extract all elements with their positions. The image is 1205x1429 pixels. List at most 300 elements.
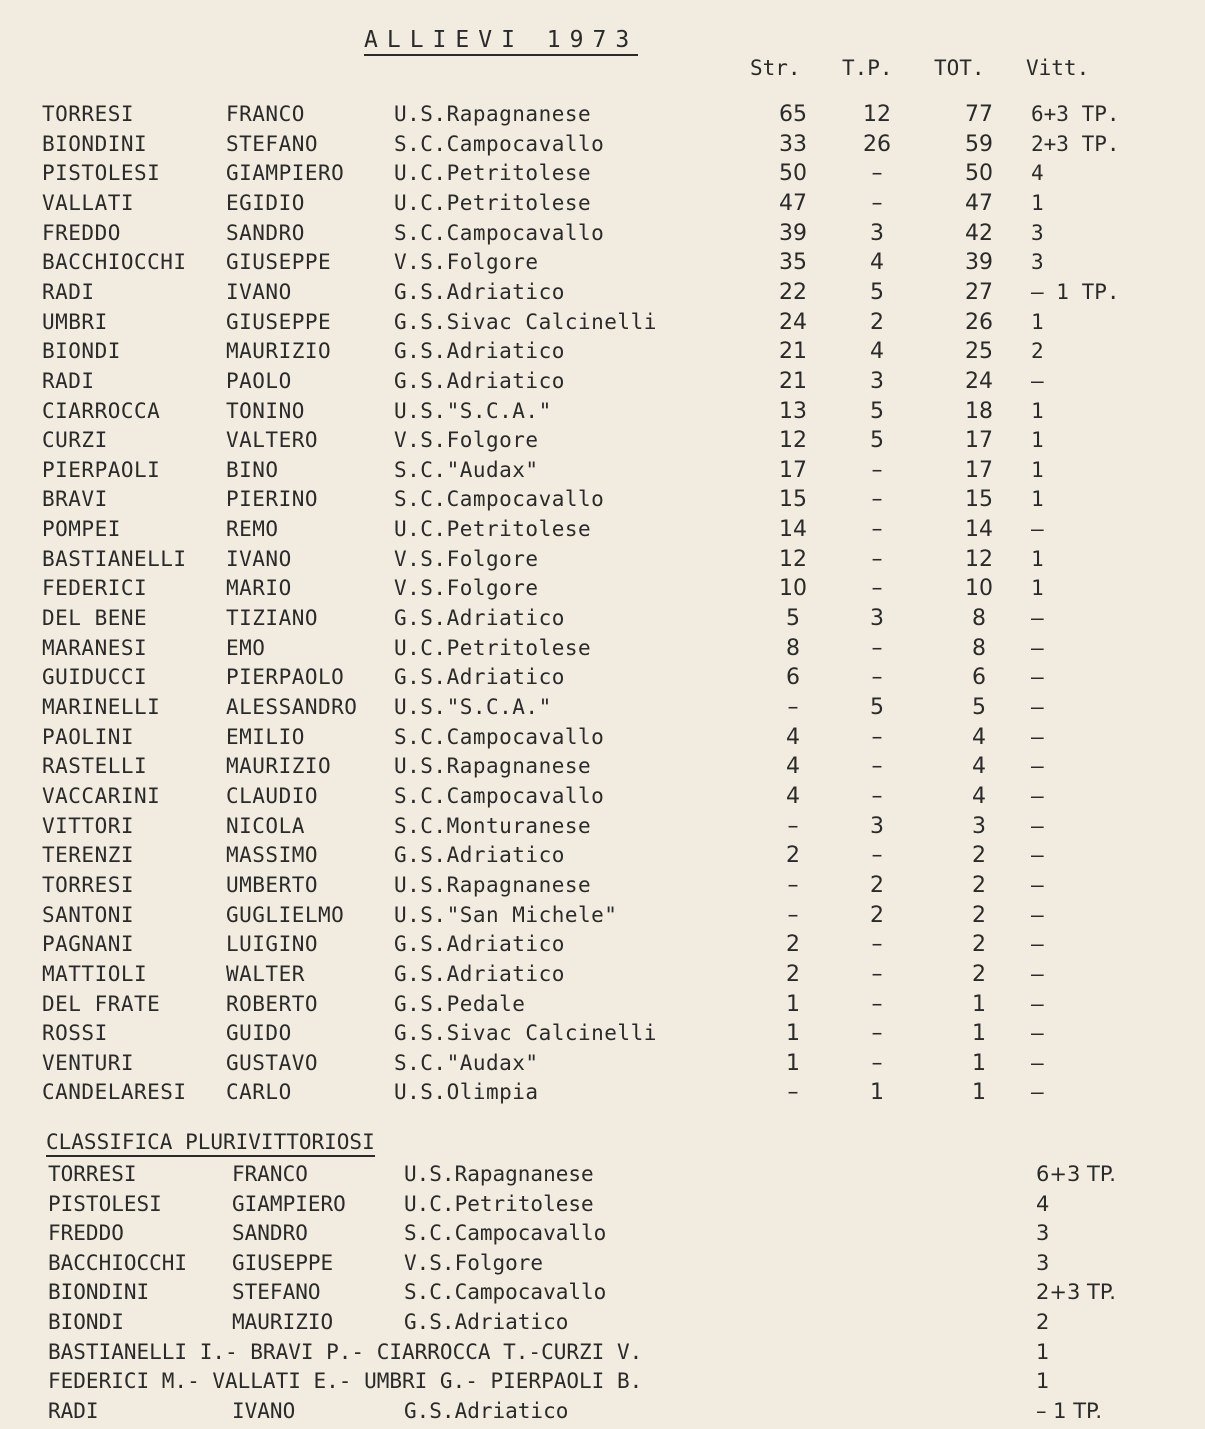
total-points: 47 (965, 191, 993, 216)
rider-surname: PIERPAOLI (42, 458, 161, 482)
total-points: 1 (972, 1051, 986, 1076)
club-name: G.S.Adriatico (394, 665, 565, 689)
table-row (0, 280, 1205, 310)
rider-group: FEDERICI M.- VALLATI E.- UMBRI G.- PIERPAOLI B. (48, 1369, 643, 1393)
rider-surname: MARANESI (42, 636, 148, 660)
rider-name: GIUSEPPE (226, 250, 332, 274)
rider-surname: UMBRI (42, 310, 108, 334)
table-row (0, 873, 1205, 903)
total-points: 2 (972, 843, 986, 868)
table-row (0, 576, 1205, 606)
rider-surname: RADI (48, 1399, 99, 1423)
victories: 1 (1031, 458, 1044, 482)
total-points: 6 (972, 665, 986, 690)
total-points: 2 (972, 932, 986, 957)
str-points: 1 (786, 1021, 800, 1046)
str-points: 4 (786, 784, 800, 809)
rider-name: PIERINO (226, 487, 319, 511)
table-row (0, 547, 1205, 577)
victories: – (1031, 665, 1044, 689)
rider-name: STEFANO (232, 1280, 321, 1304)
rider-name: IVANO (232, 1399, 296, 1423)
table-row (0, 695, 1205, 725)
victories: – (1031, 932, 1044, 956)
tp-points: – (871, 932, 883, 957)
total-points: 8 (972, 636, 986, 661)
list-item (0, 1369, 1205, 1399)
str-points: 12 (779, 428, 807, 453)
tp-points: 4 (870, 250, 884, 275)
rider-surname: DEL FRATE (42, 992, 161, 1016)
rider-name: BINO (226, 458, 279, 482)
club-name: U.C.Petritolese (404, 1192, 594, 1216)
str-points: – (787, 903, 799, 928)
total-points: 39 (965, 250, 993, 275)
rider-surname: BACCHIOCCHI (48, 1251, 188, 1275)
total-points: 50 (965, 161, 993, 186)
table-row (0, 161, 1205, 191)
club-name: V.S.Folgore (394, 428, 539, 452)
rider-surname: VITTORI (42, 814, 135, 838)
table-row (0, 725, 1205, 755)
table-row (0, 962, 1205, 992)
tp-points: – (871, 1021, 883, 1046)
total-points: 5 (972, 695, 986, 720)
club-name: U.C.Petritolese (394, 191, 592, 215)
tp-points: 4 (870, 339, 884, 364)
rider-surname: DEL BENE (42, 606, 148, 630)
str-points: – (787, 695, 799, 720)
rider-name: GIUSEPPE (232, 1251, 334, 1275)
victories: 1 (1031, 399, 1044, 423)
tp-points: – (871, 992, 883, 1017)
club-name: G.S.Adriatico (394, 932, 565, 956)
rider-surname: FREDDO (48, 1221, 124, 1245)
victories: – (1031, 606, 1044, 630)
str-points: – (787, 873, 799, 898)
str-points: – (787, 814, 799, 839)
victories: 4 (1036, 1192, 1050, 1216)
rider-name: REMO (226, 517, 279, 541)
victories: – (1031, 903, 1044, 927)
club-name: G.S.Pedale (394, 992, 526, 1016)
total-points: 18 (965, 399, 993, 424)
total-points: 2 (972, 962, 986, 987)
table-row (0, 903, 1205, 933)
list-item (0, 1251, 1205, 1281)
total-points: 4 (972, 725, 986, 750)
table-row (0, 428, 1205, 458)
rider-name: WALTER (226, 962, 305, 986)
str-points: 14 (779, 517, 807, 542)
tp-points: – (871, 843, 883, 868)
club-name: V.S.Folgore (404, 1251, 544, 1275)
victories: – (1031, 725, 1044, 749)
club-name: V.S.Folgore (394, 576, 539, 600)
table-row (0, 250, 1205, 280)
rider-surname: GUIDUCCI (42, 665, 148, 689)
rider-name: LUIGINO (226, 932, 319, 956)
rider-name: EMO (226, 636, 266, 660)
victories: 3 (1031, 250, 1044, 274)
victories: 1 (1031, 576, 1044, 600)
table-row (0, 992, 1205, 1022)
rider-name: NICOLA (226, 814, 305, 838)
total-points: 24 (965, 369, 993, 394)
list-item (0, 1280, 1205, 1310)
tp-points: – (871, 665, 883, 690)
victories: 4 (1031, 161, 1044, 185)
victories: 3 (1031, 221, 1044, 245)
list-item (0, 1221, 1205, 1251)
rider-surname: PAGNANI (42, 932, 135, 956)
table-row (0, 399, 1205, 429)
victories: 2 (1031, 339, 1044, 363)
tp-points: – (871, 1051, 883, 1076)
victories: – 1 TP. (1036, 1399, 1103, 1423)
rider-name: IVANO (226, 547, 292, 571)
tp-points: 2 (870, 873, 884, 898)
str-points: 22 (779, 280, 807, 305)
str-points: 1 (786, 992, 800, 1017)
club-name: U.S.Olimpia (394, 1080, 539, 1104)
victories: 3 (1036, 1251, 1050, 1275)
str-points: 2 (786, 932, 800, 957)
tp-points: – (871, 725, 883, 750)
table-row (0, 814, 1205, 844)
victories: 1 (1031, 547, 1044, 571)
rider-name: EMILIO (226, 725, 305, 749)
table-row (0, 754, 1205, 784)
rider-surname: VACCARINI (42, 784, 161, 808)
victories: – (1031, 814, 1044, 838)
total-points: 2 (972, 873, 986, 898)
victories: 1 (1031, 310, 1044, 334)
rider-surname: BRAVI (42, 487, 108, 511)
club-name: U.S."S.C.A." (394, 399, 552, 423)
rider-surname: BIONDINI (42, 132, 148, 156)
club-name: U.S.Rapagnanese (404, 1162, 594, 1186)
victories: – (1031, 636, 1044, 660)
victories: – (1031, 962, 1044, 986)
club-name: U.S."San Michele" (394, 903, 618, 927)
rider-name: GIUSEPPE (226, 310, 332, 334)
rider-surname: VALLATI (42, 191, 135, 215)
victories: – (1031, 369, 1044, 393)
tp-points: – (871, 458, 883, 483)
tp-points: – (871, 962, 883, 987)
rider-name: MAURIZIO (226, 339, 332, 363)
victories: 6+3 TP. (1031, 102, 1120, 126)
victories: – (1031, 843, 1044, 867)
rider-name: FRANCO (226, 102, 305, 126)
rider-name: FRANCO (232, 1162, 308, 1186)
rider-name: ROBERTO (226, 992, 319, 1016)
victories: – (1031, 784, 1044, 808)
rider-surname: CANDELARESI (42, 1080, 187, 1104)
rider-surname: BIONDI (48, 1310, 124, 1334)
total-points: 10 (965, 576, 993, 601)
list-item (0, 1310, 1205, 1340)
str-points: 21 (779, 369, 807, 394)
table-row (0, 1080, 1205, 1110)
str-points: 15 (779, 487, 807, 512)
tp-points: 3 (870, 814, 884, 839)
rider-surname: CIARROCCA (42, 399, 161, 423)
rider-surname: MARINELLI (42, 695, 161, 719)
victories: – (1031, 754, 1044, 778)
tp-points: 5 (870, 428, 884, 453)
victories: – (1031, 1080, 1044, 1104)
rider-surname: CURZI (42, 428, 108, 452)
table-row (0, 310, 1205, 340)
victories: – (1031, 873, 1044, 897)
club-name: U.S."S.C.A." (394, 695, 552, 719)
table-row (0, 665, 1205, 695)
rider-name: TONINO (226, 399, 305, 423)
total-points: 59 (965, 132, 993, 157)
club-name: G.S.Adriatico (394, 280, 565, 304)
rider-name: CLAUDIO (226, 784, 319, 808)
club-name: S.C.Campocavallo (394, 132, 605, 156)
tp-points: 5 (870, 695, 884, 720)
str-points: 2 (786, 843, 800, 868)
club-name: G.S.Adriatico (394, 339, 565, 363)
str-points: 4 (786, 754, 800, 779)
victories: – (1031, 1021, 1044, 1045)
tp-points: 1 (870, 1080, 884, 1105)
table-row (0, 132, 1205, 162)
tp-points: – (871, 547, 883, 572)
str-points: 35 (779, 250, 807, 275)
club-name: S.C.Campocavallo (404, 1221, 607, 1245)
total-points: 17 (965, 428, 993, 453)
str-points: 1 (786, 1051, 800, 1076)
rider-surname: ROSSI (42, 1021, 108, 1045)
club-name: U.C.Petritolese (394, 161, 592, 185)
tp-points: 2 (870, 310, 884, 335)
victories: 3 (1036, 1221, 1050, 1245)
rider-surname: BIONDINI (48, 1280, 150, 1304)
tp-points: – (871, 576, 883, 601)
club-name: G.S.Adriatico (394, 962, 565, 986)
club-name: S.C.Campocavallo (404, 1280, 607, 1304)
tp-points: – (871, 784, 883, 809)
list-item (0, 1162, 1205, 1192)
str-points: 13 (779, 399, 807, 424)
club-name: S.C."Audax" (394, 458, 539, 482)
victories: 1 (1036, 1369, 1050, 1393)
table-row (0, 458, 1205, 488)
club-name: S.C.Campocavallo (394, 784, 605, 808)
rider-surname: PAOLINI (42, 725, 135, 749)
total-points: 4 (972, 784, 986, 809)
rider-surname: PISTOLESI (42, 161, 161, 185)
rider-name: IVANO (226, 280, 292, 304)
total-points: 3 (972, 814, 986, 839)
tp-points: – (871, 754, 883, 779)
table-row (0, 221, 1205, 251)
total-points: 27 (965, 280, 993, 305)
tp-points: 5 (870, 280, 884, 305)
rider-name: GIAMPIERO (232, 1192, 346, 1216)
tp-points: 2 (870, 903, 884, 928)
tp-points: 26 (863, 132, 891, 157)
str-points: – (787, 1080, 799, 1105)
total-points: 1 (972, 1080, 986, 1105)
tp-points: – (871, 517, 883, 542)
total-points: 4 (972, 754, 986, 779)
rider-name: PIERPAOLO (226, 665, 345, 689)
club-name: S.C."Audax" (394, 1051, 539, 1075)
str-points: 8 (786, 636, 800, 661)
header-tp: T.P. (842, 56, 893, 80)
rider-name: MAURIZIO (226, 754, 332, 778)
club-name: G.S.Adriatico (394, 369, 565, 393)
str-points: 21 (779, 339, 807, 364)
rider-surname: BIONDI (42, 339, 121, 363)
victories: 1 (1031, 191, 1044, 215)
rider-surname: TORRESI (42, 102, 135, 126)
table-row (0, 636, 1205, 666)
str-points: 65 (779, 102, 807, 127)
victories: 2+3 TP. (1036, 1280, 1116, 1304)
rider-surname: RASTELLI (42, 754, 148, 778)
club-name: U.C.Petritolese (394, 517, 592, 541)
tp-points: 3 (870, 369, 884, 394)
rider-name: UMBERTO (226, 873, 319, 897)
str-points: 33 (779, 132, 807, 157)
table-row (0, 487, 1205, 517)
club-name: V.S.Folgore (394, 250, 539, 274)
total-points: 1 (972, 1021, 986, 1046)
victories: 6+3 TP. (1036, 1162, 1116, 1186)
rider-surname: POMPEI (42, 517, 121, 541)
table-row (0, 339, 1205, 369)
rider-name: SANDRO (226, 221, 305, 245)
table-row (0, 606, 1205, 636)
club-name: S.C.Campocavallo (394, 725, 605, 749)
str-points: 47 (779, 191, 807, 216)
club-name: G.S.Adriatico (394, 843, 565, 867)
victories: 2 (1036, 1310, 1050, 1334)
table-row (0, 369, 1205, 399)
total-points: 42 (965, 221, 993, 246)
table-row (0, 102, 1205, 132)
total-points: 8 (972, 606, 986, 631)
total-points: 14 (965, 517, 993, 542)
rider-name: SANDRO (232, 1221, 308, 1245)
total-points: 26 (965, 310, 993, 335)
club-name: G.S.Sivac Calcinelli (394, 1021, 657, 1045)
table-row (0, 843, 1205, 873)
rider-surname: FEDERICI (42, 576, 148, 600)
rider-name: CARLO (226, 1080, 292, 1104)
rider-surname: RADI (42, 280, 95, 304)
club-name: U.S.Rapagnanese (394, 873, 592, 897)
str-points: 50 (779, 161, 807, 186)
rider-name: ALESSANDRO (226, 695, 358, 719)
rider-name: MAURIZIO (232, 1310, 334, 1334)
tp-points: 3 (870, 221, 884, 246)
rider-surname: SANTONI (42, 903, 135, 927)
victories: 1 (1036, 1340, 1050, 1364)
victories: – (1031, 1051, 1044, 1075)
rider-surname: FREDDO (42, 221, 121, 245)
str-points: 17 (779, 458, 807, 483)
str-points: 5 (786, 606, 800, 631)
table-row (0, 784, 1205, 814)
rider-surname: TERENZI (42, 843, 135, 867)
rider-surname: BASTIANELLI (42, 547, 187, 571)
rider-name: GIAMPIERO (226, 161, 345, 185)
tp-points: – (871, 487, 883, 512)
club-name: G.S.Adriatico (404, 1310, 569, 1334)
total-points: 12 (965, 547, 993, 572)
str-points: 10 (779, 576, 807, 601)
table-row (0, 517, 1205, 547)
victories: – (1031, 695, 1044, 719)
victories: – (1031, 517, 1044, 541)
rider-surname: RADI (42, 369, 95, 393)
rider-surname: TORRESI (42, 873, 135, 897)
table-row (0, 1021, 1205, 1051)
club-name: S.C.Campocavallo (394, 487, 605, 511)
header-str: Str. (750, 56, 801, 80)
rider-name: GUSTAVO (226, 1051, 319, 1075)
list-item (0, 1340, 1205, 1370)
str-points: 4 (786, 725, 800, 750)
table-row (0, 1051, 1205, 1081)
rider-name: GUGLIELMO (226, 903, 345, 927)
club-name: G.S.Adriatico (394, 606, 565, 630)
club-name: U.S.Rapagnanese (394, 102, 592, 126)
rider-name: MASSIMO (226, 843, 319, 867)
club-name: S.C.Monturanese (394, 814, 592, 838)
rider-name: GUIDO (226, 1021, 292, 1045)
rider-name: EGIDIO (226, 191, 305, 215)
victories: – (1031, 992, 1044, 1016)
total-points: 17 (965, 458, 993, 483)
tp-points: – (871, 191, 883, 216)
tp-points: – (871, 161, 883, 186)
total-points: 1 (972, 992, 986, 1017)
club-name: V.S.Folgore (394, 547, 539, 571)
total-points: 77 (965, 102, 993, 127)
total-points: 15 (965, 487, 993, 512)
victories: 1 (1031, 487, 1044, 511)
victories: – 1 TP. (1031, 280, 1120, 304)
str-points: 2 (786, 962, 800, 987)
rider-surname: VENTURI (42, 1051, 135, 1075)
rider-group: BASTIANELLI I.- BRAVI P.- CIARROCCA T.-CURZI V. (48, 1340, 643, 1364)
header-tot: TOT. (934, 56, 985, 80)
header-vitt: Vitt. (1026, 56, 1090, 80)
str-points: 24 (779, 310, 807, 335)
club-name: U.C.Petritolese (394, 636, 592, 660)
victories: 2+3 TP. (1031, 132, 1120, 156)
club-name: S.C.Campocavallo (394, 221, 605, 245)
rider-name: PAOLO (226, 369, 292, 393)
list-item (0, 1192, 1205, 1222)
rider-name: VALTERO (226, 428, 319, 452)
rider-name: TIZIANO (226, 606, 319, 630)
tp-points: 3 (870, 606, 884, 631)
rider-name: STEFANO (226, 132, 319, 156)
str-points: 12 (779, 547, 807, 572)
table-row (0, 932, 1205, 962)
victories: 1 (1031, 428, 1044, 452)
